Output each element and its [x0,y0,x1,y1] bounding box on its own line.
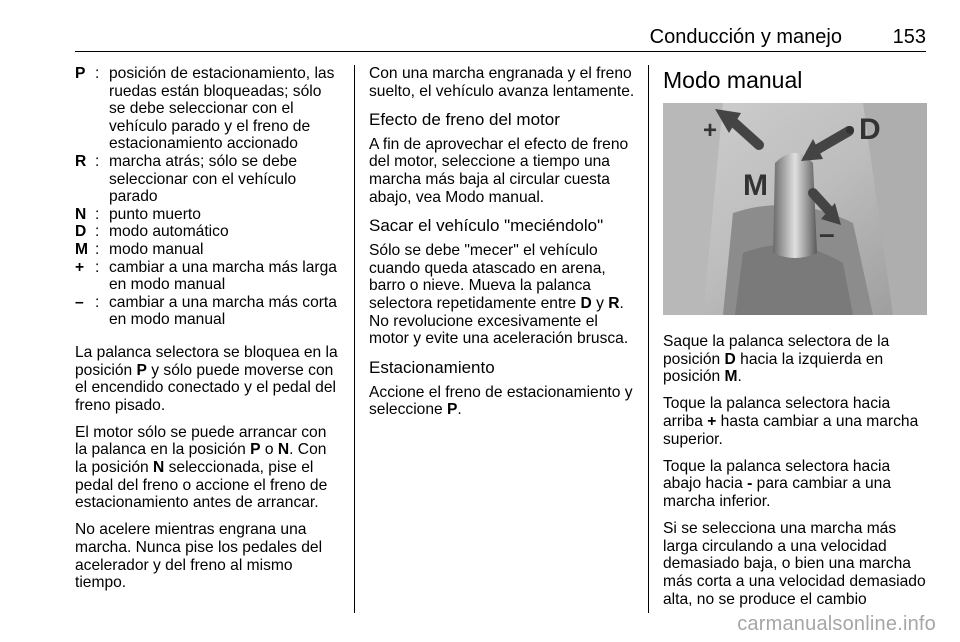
m-label: M [743,169,768,202]
paragraph: Saque la palanca selectora de la posición D hacia la izquierda en posición M. [663,333,890,386]
d-label: D [859,113,881,146]
paragraph: Accione el freno de estacionamiento y seleccione P. [369,383,633,419]
subheading: Efecto de freno del motor [369,109,560,129]
paragraph: Si se selecciona una marcha más larga circulando a una velocidad demasiado baja, o bien una marcha más corta a una velocidad demasiado alta, no se produce el cambio [663,520,926,608]
column-divider [354,65,355,613]
section-title: Conducción y manejo [649,26,842,48]
page-number: 153 [892,26,926,48]
paragraph: Con una marcha engranada y el freno suelto, el vehículo avanza lentamente. [369,65,635,100]
legend-item-p: P : posición de estacionamiento, las ruedas están bloqueadas; sólo se debe seleccionar con el vehículo parado y el freno de estacionamiento accionado [75,65,335,153]
watermark: carmanualsonline.info [737,613,936,635]
column-divider [648,65,649,613]
plus-label: + [703,117,718,144]
paragraph: El motor sólo se puede arrancar con la palanca en la posición P o N. Con la posición N seleccionada, pise el pedal del freno o accione el freno de estacionamiento antes de arrancar. [75,423,328,512]
legend-item-m: M : modo manual [75,240,204,258]
column-2 [369,65,635,429]
paragraph: La palanca selectora se bloquea en la posición P y sólo puede moverse con el encendido conectado y el pedal del freno pisado. [75,343,338,414]
column-3 [663,65,927,618]
page-header [0,0,960,52]
gear-position-legend [75,65,341,329]
legend-item-n: N : punto muerto [75,205,201,223]
legend-item-minus: – : cambiar a una marcha más corta en modo manual [75,293,337,329]
legend-item-d: D : modo automático [75,223,229,241]
section-heading: Modo manual [663,67,803,93]
subheading: Estacionamiento [369,357,495,377]
subheading: Sacar el vehículo "meciéndolo" [369,216,604,236]
minus-label: – [819,218,835,249]
legend-item-plus: + : cambiar a una marcha más larga en modo manual [75,258,337,294]
paragraph: No acelere mientras engrana una marcha. Nunca pise los pedales del acelerador y del freno al mismo tiempo. [75,521,323,592]
paragraph: Toque la palanca selectora hacia arriba + hasta cambiar a una marcha superior. [663,395,919,448]
header-divider [75,51,926,52]
paragraph: Toque la palanca selectora hacia abajo hacia - para cambiar a una marcha inferior. [663,457,892,510]
paragraph: Sólo se debe "mecer" el vehículo cuando queda atascado en arena, barro o nieve. Mueva la palanca selectora repetidamente entre D y R. No revolucione excesivamente el motor y evite una aceleración brusca. [369,242,629,348]
position-dot [846,126,854,134]
column-1 [75,65,341,601]
legend-item-r: R : marcha atrás; sólo se debe seleccionar con el vehículo parado [75,152,298,206]
gear-selector-photo [663,103,927,315]
gear-lever-illustration [663,103,927,315]
selector-lever-knob [773,153,817,258]
paragraph: A fin de aprovechar el efecto de freno del motor, seleccione a tiempo una marcha más baja al circular cuesta abajo, vea Modo manual. [369,135,629,206]
